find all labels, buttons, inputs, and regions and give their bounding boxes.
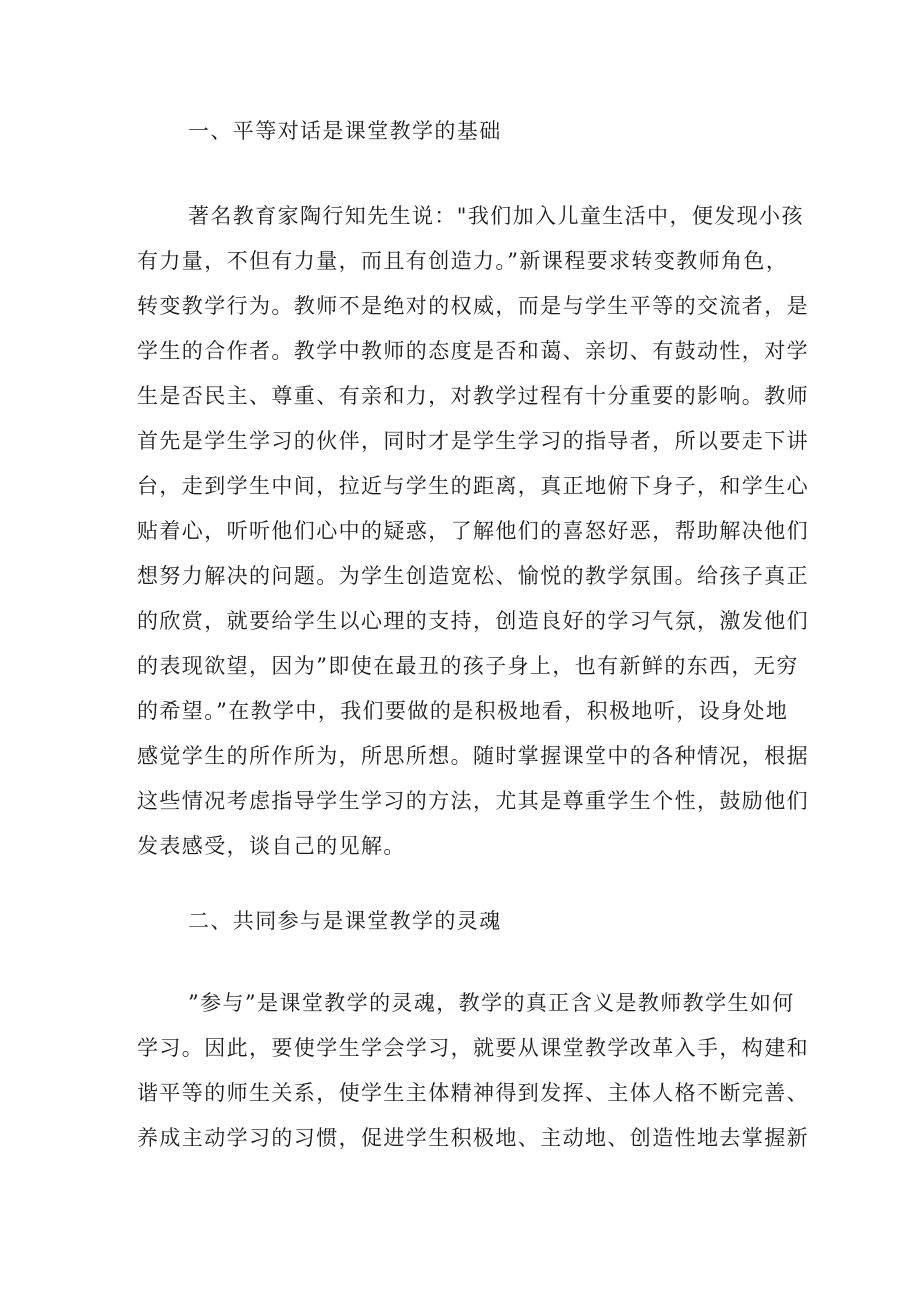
paragraph-line: 台，走到学生中间，拉近与学生的距离，真正地俯下身子，和学生心 [137,474,809,498]
paragraph-line: 转变教学行为。教师不是绝对的权威，而是与学生平等的交流者，是 [137,294,809,318]
paragraph-line: 想努力解决的问题。为学生创造宽松、愉悦的教学氛围。给孩子真正 [137,564,809,588]
section-2-heading: 二、共同参与是课堂教学的灵魂 [188,909,502,933]
paragraph-line: 谐平等的师生关系，使学生主体精神得到发挥、主体人格不断完善、 [137,1081,809,1105]
paragraph-line: 发表感受，谈自己的见解。 [137,834,406,858]
paragraph-line: 养成主动学习的习惯，促进学生积极地、主动地、创造性地去掌握新 [137,1126,809,1150]
paragraph-line: ”参与”是课堂教学的灵魂，教学的真正含义是教师教学生如何 [188,991,795,1015]
paragraph-line: 学生的合作者。教学中教师的态度是否和蔼、亲切、有鼓动性，对学 [137,339,809,363]
paragraph-line: 贴着心，听听他们心中的疑惑，了解他们的喜怒好恶，帮助解决他们 [137,519,809,543]
paragraph-line: 的欣赏，就要给学生以心理的支持，创造良好的学习气氛，激发他们 [137,609,809,633]
paragraph-line: 的希望。”在教学中，我们要做的是积极地看，积极地听，设身处地 [137,699,789,723]
paragraph-line: 这些情况考虑指导学生学习的方法，尤其是尊重学生个性，鼓励他们 [137,789,809,813]
paragraph-line: 学习。因此，要使学生学会学习，就要从课堂教学改革入手，构建和 [137,1036,809,1060]
paragraph-line: 生是否民主、尊重、有亲和力，对教学过程有十分重要的影响。教师 [137,384,809,408]
paragraph-line: 首先是学生学习的伙伴，同时才是学生学习的指导者，所以要走下讲 [137,429,809,453]
paragraph-line: 有力量，不但有力量，而且有创造力。”新课程要求转变教师角色， [137,249,789,273]
section-1-heading: 一、平等对话是课堂教学的基础 [188,119,502,143]
paragraph-line: 感觉学生的所作所为，所思所想。随时掌握课堂中的各种情况，根据 [137,744,809,768]
paragraph-line: 的表现欲望，因为”即使在最丑的孩子身上，也有新鲜的东西，无穷 [137,654,799,678]
paragraph-line: 著名教育家陶行知先生说："我们加入儿童生活中，便发现小孩 [188,204,804,228]
